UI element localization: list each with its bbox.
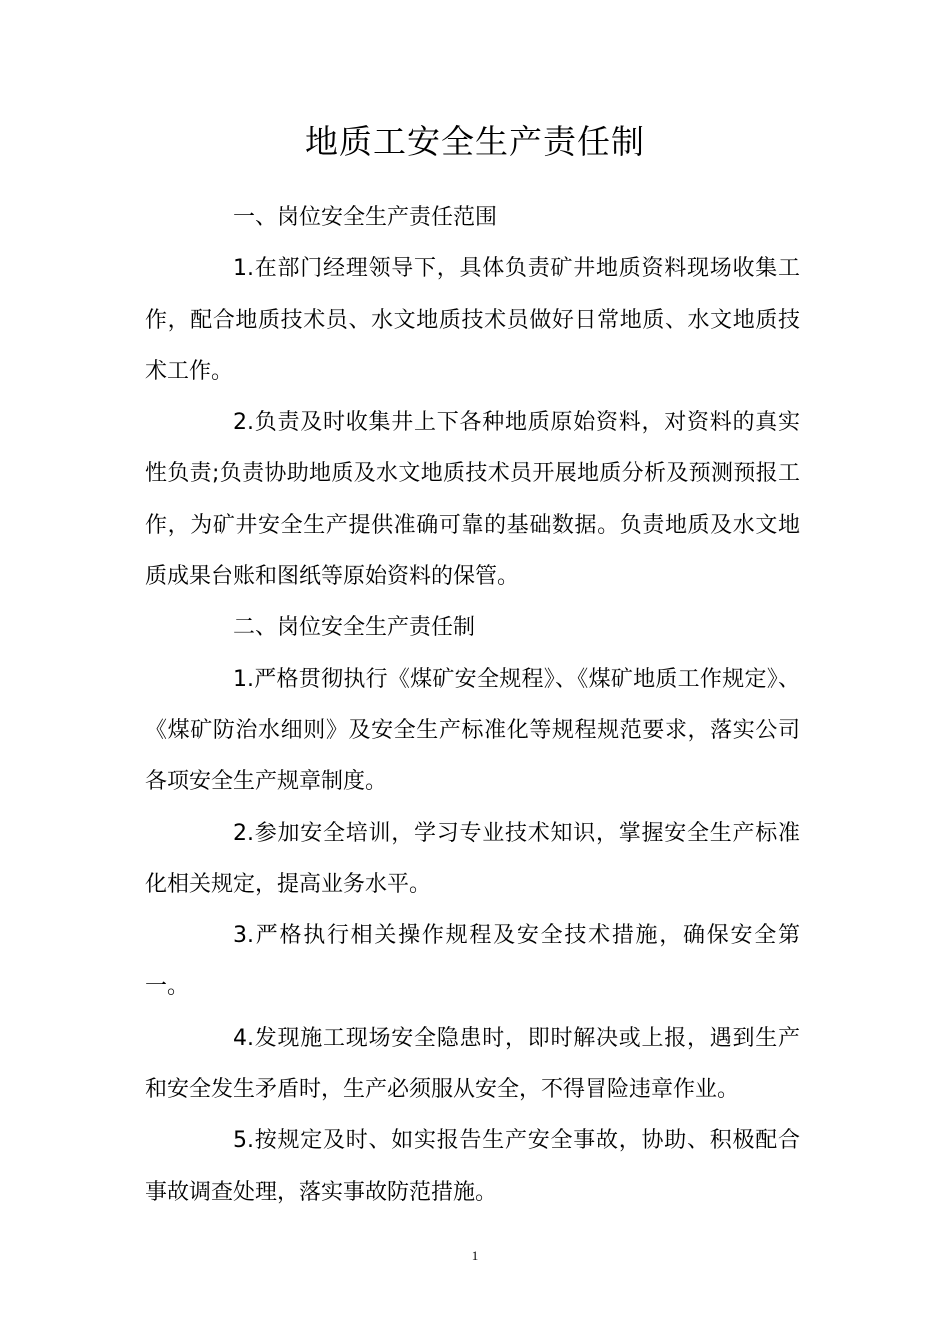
section-heading-1: 一、岗位安全生产责任范围 [233, 205, 498, 230]
paragraph-2-1: 1.严格贯彻执行《煤矿安全规程》、《煤矿地质工作规定》、《煤矿防治水细则》及安全生产标准化等规程规范要求，落实公司各项安全生产规章制度。 [145, 666, 800, 795]
document-title: 地质工安全生产责任制 [305, 122, 645, 161]
paragraph-2-4: 4.发现施工现场安全隐患时，即时解决或上报，遇到生产和安全发生矛盾时，生产必须服从安全，不得冒险违章作业。 [145, 1025, 800, 1103]
paragraph-2-5: 5.按规定及时、如实报告生产安全事故，协助、积极配合事故调查处理，落实事故防范措施。 [145, 1128, 800, 1205]
paragraph-1-2: 2.负责及时收集井上下各种地质原始资料，对资料的真实性负责;负责协助地质及水文地质技术员开展地质分析及预测预报工作，为矿井安全生产提供准确可靠的基础数据。负责地质及水文地质成果台账和图纸等原始资料的保管。 [145, 410, 800, 590]
document-body [145, 192, 800, 1218]
section-heading-2: 二、岗位安全生产责任制 [233, 615, 476, 641]
paragraph-2-3: 3.严格执行相关操作规程及安全技术措施，确保安全第一。 [145, 923, 800, 1000]
paragraph-1-1: 1.在部门经理领导下，具体负责矿井地质资料现场收集工作，配合地质技术员、水文地质技术员做好日常地质、水文地质技术工作。 [145, 256, 800, 384]
paragraph-2-2: 2.参加安全培训，学习专业技术知识，掌握安全生产标准化相关规定，提高业务水平。 [145, 820, 800, 897]
page-number: 1 [471, 1248, 479, 1263]
